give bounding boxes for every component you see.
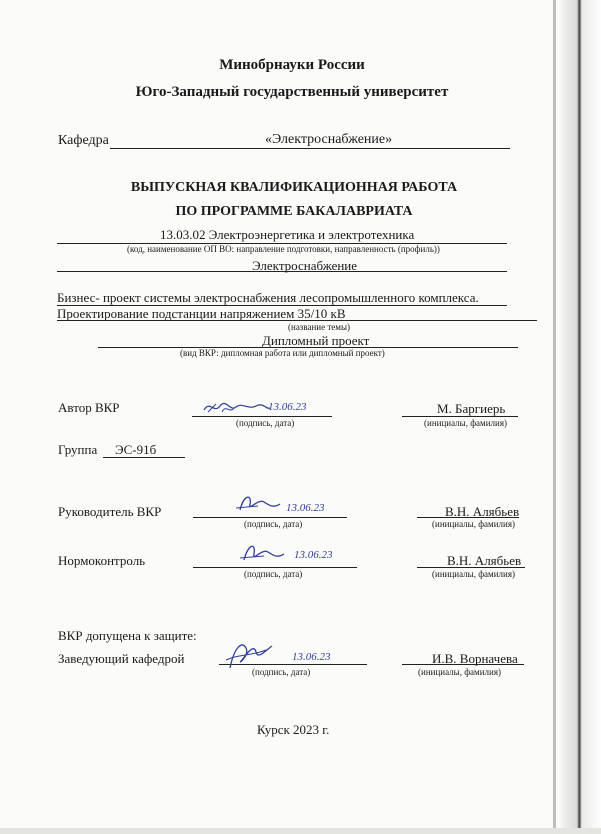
city-year: Курск 2023 г. bbox=[257, 722, 330, 737]
topic-line2: Проектирование подстанции напряжением 35/10 кВ bbox=[57, 306, 346, 321]
page-edge-shadow bbox=[561, 0, 601, 834]
author-signature bbox=[200, 398, 272, 418]
supervisor-signature-date: 13.06.23 bbox=[286, 502, 325, 514]
author-sign-caption: (подпись, дата) bbox=[236, 418, 295, 428]
normcontrol-sign-caption: (подпись, дата) bbox=[244, 569, 303, 579]
program-caption: (код, наименование ОП ВО: направление подготовки, направленность (профиль)) bbox=[127, 244, 440, 254]
normcontrol-signature-date: 13.06.23 bbox=[294, 549, 333, 561]
head-name: И.В. Ворначева bbox=[432, 651, 518, 666]
profile-underline bbox=[57, 271, 507, 272]
normcontrol-name-caption: (инициалы, фамилия) bbox=[432, 569, 515, 579]
author-name: М. Баргиерь bbox=[437, 401, 506, 416]
work-title-line1: ВЫПУСКНАЯ КВАЛИФИКАЦИОННАЯ РАБОТА bbox=[130, 180, 458, 195]
department-label: Кафедра bbox=[58, 133, 109, 148]
program-code: 13.03.02 Электроэнергетика и электротехника bbox=[160, 227, 415, 242]
work-title-line2: ПО ПРОГРАММЕ БАКАЛАВРИАТА bbox=[175, 204, 413, 219]
supervisor-signature bbox=[234, 490, 284, 518]
topic-underline2 bbox=[57, 320, 537, 321]
group-value: ЭС-91б bbox=[115, 442, 157, 457]
department-underline bbox=[110, 148, 510, 149]
university-title: Юго-Западный государственный университет bbox=[135, 84, 449, 100]
head-label: Заведующий кафедрой bbox=[58, 651, 185, 666]
page-bottom-edge bbox=[0, 828, 601, 834]
normcontrol-label: Нормоконтроль bbox=[58, 553, 146, 568]
group-label: Группа bbox=[58, 442, 98, 457]
page-edge-line bbox=[553, 0, 556, 834]
supervisor-name: В.Н. Алябьев bbox=[445, 504, 520, 519]
head-name-caption: (инициалы, фамилия) bbox=[418, 667, 501, 677]
head-signature-date: 13.06.23 bbox=[292, 651, 331, 663]
department-value: «Электроснабжение» bbox=[265, 132, 393, 147]
topic-caption: (название темы) bbox=[288, 322, 351, 332]
topic-line1: Бизнес- проект системы электроснабжения лесопромышленного комплекса. bbox=[57, 290, 479, 305]
supervisor-sign-caption: (подпись, дата) bbox=[244, 519, 303, 529]
normcontrol-name: В.Н. Алябьев bbox=[447, 553, 522, 568]
supervisor-label: Руководитель ВКР bbox=[58, 504, 162, 519]
author-label: Автор ВКР bbox=[58, 400, 120, 415]
author-signature-date: 13.06.23 bbox=[268, 401, 307, 413]
work-type-value: Дипломный проект bbox=[262, 333, 370, 348]
admission-label: ВКР допущена к защите: bbox=[58, 628, 197, 643]
program-profile: Электроснабжение bbox=[252, 258, 358, 273]
normcontrol-signature bbox=[238, 538, 288, 568]
supervisor-name-caption: (инициалы, фамилия) bbox=[432, 519, 515, 529]
work-type-caption: (вид ВКР: дипломная работа или дипломный проект) bbox=[180, 348, 385, 358]
author-name-caption: (инициалы, фамилия) bbox=[424, 418, 507, 428]
head-sign-caption: (подпись, дата) bbox=[252, 667, 311, 677]
ministry-title: Минобрнауки России bbox=[219, 57, 365, 73]
